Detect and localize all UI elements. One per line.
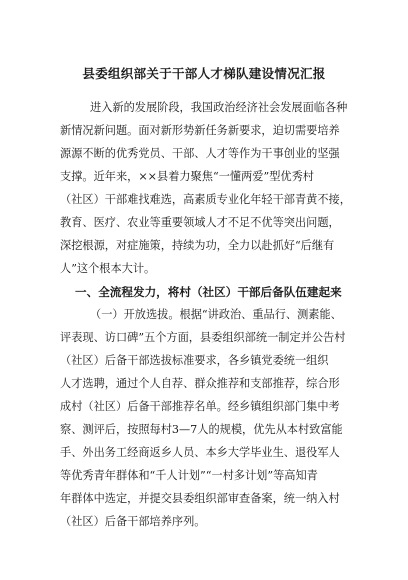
section-line: 人才选聘，通过个人自荐、群众推荐和支部推荐，综合形 <box>60 377 340 390</box>
intro-line: 进入新的发展阶段，我国政治经济社会发展面临各种 <box>90 101 348 114</box>
intro-line: 深挖根源，对症施策，持续为功，全力以赴抓好“后继有 <box>60 239 335 252</box>
section-line: （社区）后备干部选拔标准要求，各乡镇党委统一组织 <box>60 354 329 367</box>
intro-line: （社区）干部难找难选，高素质专业化年轻干部青黄不接， <box>60 193 351 206</box>
intro-line: 源源不断的优秀党员、干部、人才等作为干事创业的坚强 <box>60 147 340 160</box>
section-line: 成村（社区）后备干部推荐名单。经乡镇组织部门集中考 <box>60 400 340 413</box>
intro-line: 人”这个根本大计。 <box>60 262 156 275</box>
section-line: 等优秀青年群体和“千人计划”“一村多计划”等高知青 <box>60 469 318 482</box>
section-line: 察、测评后，按照每村3—7人的规模，优先从本村致富能 <box>60 423 343 436</box>
intro-line: 教育、医疗、农业等重要领域人才不足不优等突出问题， <box>60 216 340 229</box>
section-line: 评表现、访口碑”五个方面，县委组织部统一制定并公告村 <box>60 331 346 344</box>
section-line: 手、外出务工经商返乡人员、本乡大学毕业生、退役军人 <box>60 446 340 459</box>
intro-line: 支撑。近年来，××县着力聚焦“一懂两爱”型优秀村 <box>60 170 314 183</box>
section-line: （一）开放选拔。根据“讲政治、重品行、测素能、 <box>90 308 342 321</box>
section-heading: 一、全流程发力，将村（社区）干部后备队伍建起来 <box>75 285 342 299</box>
section-line: 年群体中选定，并提交县委组织部审查备案，统一纳入村 <box>60 492 340 505</box>
intro-line: 新情况新问题。面对新形势新任务新要求，迫切需要培养 <box>60 124 340 137</box>
document-title: 县委组织部关于干部人才梯队建设情况汇报 <box>82 66 326 81</box>
section-line: （社区）后备干部培养序列。 <box>60 515 206 528</box>
